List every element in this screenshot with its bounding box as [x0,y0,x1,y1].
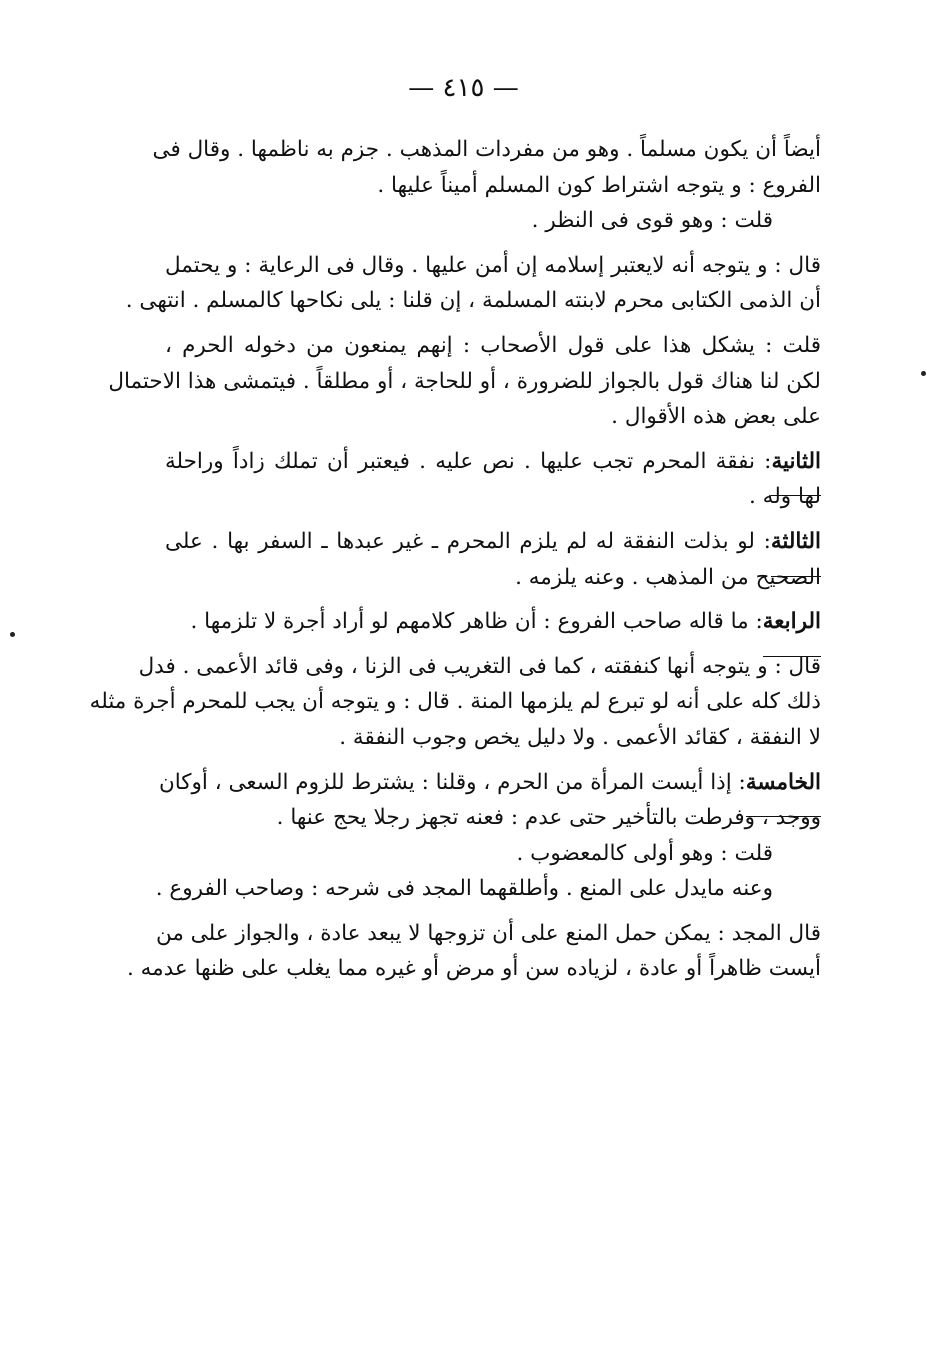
text-line: لها وله . [749,484,821,510]
text-line: الصحيح من المذهب . وعنه يلزمه . [515,564,821,590]
text-line [165,524,821,560]
paragraph-gap [165,907,821,916]
section-heading-word: الثالثة [771,524,821,560]
paragraph [165,203,821,239]
paragraph [108,328,821,435]
paragraph [152,132,821,203]
paragraph [125,248,821,319]
paragraph-gap [165,435,821,444]
paragraph [165,524,821,595]
paragraph-gap [165,756,821,765]
text-line: أن الذمى الكتابى محرم لابنته المسلمة ، إن قلنا : يلى نكاحها كالمسلم . انتهى . [125,288,821,314]
page-number: — ٤١٥ — [408,73,519,103]
text-line [158,765,821,801]
section-heading-word: الخامسة [746,765,821,801]
text-line: أيضاً أن يكون مسلماً . وهو من مفردات المذهب . جزم به ناظمها . وقال فى [152,137,821,162]
paragraph [126,916,821,987]
paragraph [155,871,821,907]
paragraph [165,604,821,640]
text-line: ووجد ، وفرطت بالتأخير حتى عدم : فعنه تجهز رجلا يحج عنها . [276,805,821,831]
paragraph [165,836,821,872]
paragraph [158,765,821,836]
paragraph [89,649,821,756]
line-text: : إذا أيست المرأة من الحرم ، وقلنا : يشترط للزوم السعى ، أوكان [158,769,746,795]
text-line: ذلك كله على أنه لو تبرع لم يلزمها المنة . قال : و يتوجه أن يجب للمحرم أجرة مثله [89,689,821,715]
text-line: أيست ظاهراً أو عادة ، لزياده سن أو مرض أو غيره مما يغلب على ظنها عدمه . [126,956,821,982]
margin-dot-mark [921,371,926,376]
paragraph [165,444,821,515]
paragraph-gap [165,515,821,524]
text-line: قلت : يشكل هذا على قول الأصحاب : إنهم يمنعون من دخوله الحرم ، [165,332,821,358]
text-line: قلت : وهو قوى فى النظر . [531,208,773,234]
line-text: : ما قاله صاحب الفروع : أن ظاهر كلامهم لو أراد أجرة لا تلزمها . [190,609,763,635]
text-line: قال : و يتوجه أنه لايعتبر إسلامه إن أمن عليها . وقال فى الرعاية : و يحتمل [165,252,821,278]
page-body-text [89,132,821,987]
text-line: قال : و يتوجه أنها كنفقته ، كما فى التغريب فى الزنا ، وفى قائد الأعمى . فدل [138,653,821,679]
paragraph-gap [165,239,821,248]
paragraph-gap [165,319,821,328]
text-line: لكن لنا هناك قول بالجواز للضرورة ، أو للحاجة ، أو مطلقاً . فيتمشى هذا الاحتمال [108,368,821,394]
text-line [165,604,821,640]
text-line: لا النفقة ، كقائد الأعمى . ولا دليل يخص وجوب النفقة . [339,724,821,750]
text-line: وعنه مايدل على المنع . وأطلقهما المجد فى شرحه : وصاحب الفروع . [155,876,773,902]
line-text: : لو بذلت النفقة له لم يلزم المحرم ـ غير عبدها ـ السفر بها . على [165,528,771,554]
paragraph-gap [165,640,821,649]
paragraph-gap [165,595,821,604]
text-line: قال المجد : يمكن حمل المنع على أن تزوجها لا يبعد عادة ، والجواز على من [155,920,821,946]
text-line: على بعض هذه الأقوال . [611,404,821,430]
line-text: : نفقة المحرم تجب عليها . نص عليه . فيعتبر أن تملك زاداً وراحلة [165,448,772,474]
text-line: قلت : وهو أولى كالمعضوب . [516,840,773,866]
text-line: الفروع : و يتوجه اشتراط كون المسلم أميناً عليها . [377,172,821,198]
section-heading-word: الثانية [771,444,821,480]
margin-dot-mark [10,632,15,637]
section-heading-word: الرابعة [763,604,821,640]
text-line [165,444,821,480]
